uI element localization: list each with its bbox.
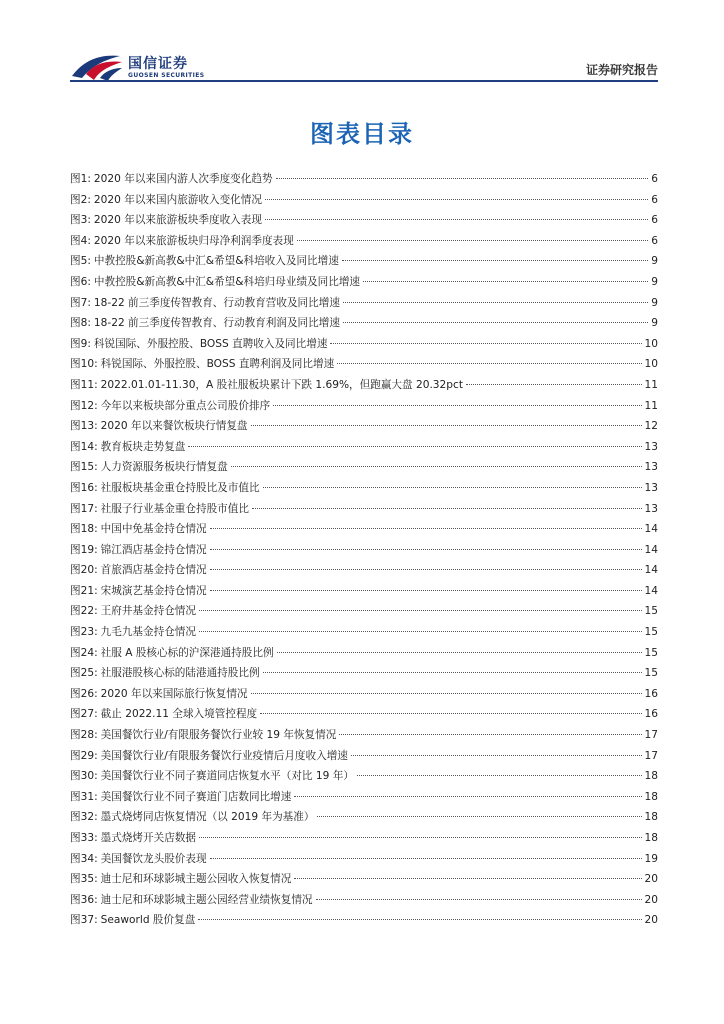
- toc-entry-caption: 迪士尼和环球影城主题公园经营业绩恢复情况: [100, 893, 313, 906]
- toc-entry-label: 图25:: [70, 667, 98, 680]
- toc-entry-caption: 截止 2022.11 全球入境管控程度: [100, 708, 258, 721]
- toc-entry-caption: 人力资源服务板块行情复盘: [100, 461, 228, 474]
- toc-entry-page: 15: [644, 646, 658, 659]
- toc-entry-page: 11: [644, 378, 658, 391]
- toc-entry-label: 图1:: [70, 173, 91, 185]
- toc-entry-caption: 美国餐饮行业/有限服务餐饮行业较 19 年恢复情况: [100, 729, 337, 742]
- toc-entry-label: 图4:: [70, 234, 91, 247]
- toc-entry-page: 16: [644, 708, 658, 721]
- toc-entry[interactable]: [70, 581, 658, 602]
- toc-entry-page: 17: [644, 729, 658, 742]
- toc-entry-label: 图22:: [70, 605, 98, 618]
- toc-entry-page: 18: [644, 790, 658, 803]
- toc-entry-page: 15: [644, 605, 658, 618]
- toc-entry-page: 20: [644, 893, 658, 906]
- toc-dot-leader: [277, 652, 642, 653]
- toc-entry-caption: Seaworld 股价复盘: [100, 914, 196, 927]
- toc-dot-leader: [260, 713, 641, 714]
- toc-entry[interactable]: [70, 169, 658, 190]
- toc-entry-label: 图12:: [70, 399, 98, 412]
- toc-entry[interactable]: [70, 643, 658, 664]
- toc-entry-caption: 宋城演艺基金持仓情况: [100, 584, 207, 597]
- toc-entry-caption: 社服 A 股核心标的沪深港通持股比例: [100, 646, 274, 659]
- toc-dot-leader: [276, 178, 649, 179]
- toc-dot-leader: [263, 487, 642, 488]
- toc-dot-leader: [466, 384, 642, 385]
- toc-entry-page: 15: [644, 626, 658, 639]
- toc-entry-page: 18: [644, 811, 658, 824]
- toc-dot-leader: [210, 858, 642, 859]
- logo-mark-icon: [70, 50, 124, 82]
- toc-dot-leader: [317, 816, 641, 817]
- toc-entry-page: 14: [644, 523, 658, 536]
- toc-entry-caption: 王府井基金持仓情况: [100, 605, 196, 618]
- toc-entry-caption: 中教控股&新高教&中汇&希望&科培归母业绩及同比增速: [93, 275, 361, 288]
- toc-entry[interactable]: [70, 499, 658, 520]
- toc-entry-caption: 教育板块走势复盘: [100, 440, 186, 453]
- toc-entry-caption: 2020 年以来国内旅游收入变化情况: [93, 193, 262, 206]
- toc-entry-caption: 中教控股&新高教&中汇&希望&科培收入及同比增速: [93, 255, 339, 268]
- toc-entry-caption: 九毛九基金持仓情况: [100, 626, 196, 639]
- toc-entry-label: 图31:: [70, 790, 98, 803]
- toc-entry-caption: 2020 年以来旅游板块季度收入表现: [93, 214, 262, 227]
- toc-entry-page: 6: [651, 173, 658, 185]
- toc-entry-caption: 墨式烧烤开关店数据: [100, 832, 196, 844]
- toc-entry-label: 图34:: [70, 852, 98, 865]
- toc-entry[interactable]: [70, 416, 658, 437]
- toc-entry-page: 19: [644, 852, 658, 865]
- toc-entry[interactable]: [70, 746, 658, 767]
- toc-entry[interactable]: [70, 910, 658, 931]
- toc-entry-caption: 社服板块基金重仓持股比及市值比: [100, 481, 260, 494]
- toc-entry-page: 6: [651, 214, 658, 227]
- toc-entry-caption: 2020 年以来国际旅行恢复情况: [100, 687, 248, 700]
- toc-entry-label: 图6:: [70, 275, 91, 288]
- toc-dot-leader: [294, 796, 641, 797]
- toc-entry-label: 图15:: [70, 461, 98, 474]
- toc-entry[interactable]: [70, 849, 658, 870]
- toc-entry-caption: 美国餐饮龙头股价表现: [100, 852, 207, 865]
- toc-entry-label: 图36:: [70, 893, 98, 906]
- toc-entry-page: 6: [651, 234, 658, 247]
- toc-entry[interactable]: [70, 684, 658, 705]
- toc-dot-leader: [294, 878, 641, 879]
- toc-entry-page: 9: [651, 296, 658, 309]
- toc-entry-label: 图32:: [70, 811, 98, 824]
- toc-dot-leader: [199, 837, 642, 838]
- toc-entry-page: 9: [651, 275, 658, 288]
- toc-dot-leader: [357, 775, 642, 776]
- toc-dot-leader: [199, 631, 642, 632]
- toc-entry-label: 图14:: [70, 440, 98, 453]
- toc-dot-leader: [210, 569, 642, 570]
- toc-dot-leader: [188, 446, 641, 447]
- toc-entry-caption: 锦江酒店基金持仓情况: [100, 543, 207, 556]
- toc-dot-leader: [265, 199, 648, 200]
- toc-entry[interactable]: [70, 766, 658, 787]
- toc-entry-caption: 中国中免基金持仓情况: [100, 523, 207, 536]
- toc-dot-leader: [251, 693, 642, 694]
- toc-dot-leader: [343, 322, 648, 323]
- toc-entry-page: 14: [644, 584, 658, 597]
- toc-entry-label: 图10:: [70, 358, 98, 371]
- toc-dot-leader: [252, 508, 642, 509]
- toc-entry-label: 图20:: [70, 564, 98, 577]
- toc-entry[interactable]: [70, 251, 658, 272]
- toc-entry[interactable]: [70, 601, 658, 622]
- toc-entry[interactable]: [70, 663, 658, 684]
- toc-entry-label: 图24:: [70, 646, 98, 659]
- toc-entry[interactable]: [70, 540, 658, 561]
- toc-entry-label: 图18:: [70, 523, 98, 536]
- toc-entry-page: 16: [644, 687, 658, 700]
- toc-entry-caption: 2020 年以来国内游人次季度变化趋势: [93, 173, 273, 185]
- toc-entry-caption: 美国餐饮行业不同子赛道同店恢复水平（对比 19 年）: [100, 770, 354, 783]
- page-header: [0, 0, 724, 90]
- toc-entry[interactable]: [70, 293, 658, 314]
- toc-entry-label: 图37:: [70, 914, 98, 927]
- toc-dot-leader: [231, 466, 642, 467]
- toc-entry[interactable]: [70, 828, 658, 849]
- toc-entry-label: 图26:: [70, 687, 98, 700]
- toc-entry-caption: 首旅酒店基金持仓情况: [100, 564, 207, 577]
- toc-dot-leader: [297, 240, 649, 241]
- page-title: 图表目录: [310, 120, 414, 148]
- toc-dot-leader: [363, 281, 648, 282]
- toc-entry-label: 图5:: [70, 255, 91, 268]
- toc-dot-leader: [343, 302, 648, 303]
- toc-entry-page: 13: [644, 502, 658, 515]
- toc-entry-page: 10: [644, 358, 658, 371]
- toc-entry-label: 图7:: [70, 296, 91, 309]
- toc-entry-caption: 今年以来板块部分重点公司股价排序: [100, 399, 271, 412]
- toc-entry-label: 图33:: [70, 832, 98, 844]
- toc-entry[interactable]: [70, 704, 658, 725]
- toc-entry-label: 图8:: [70, 317, 91, 330]
- toc-entry-label: 图30:: [70, 770, 98, 783]
- toc-entry-page: 18: [644, 832, 658, 844]
- toc-entry-page: 14: [644, 543, 658, 556]
- toc-entry-page: 11: [644, 399, 658, 412]
- toc-entry-caption: 2020 年以来旅游板块归母净利润季度表现: [93, 234, 294, 247]
- toc-entry[interactable]: [70, 787, 658, 808]
- toc-entry[interactable]: [70, 869, 658, 890]
- toc-entry-label: 图3:: [70, 214, 91, 227]
- toc-entry-caption: 18-22 前三季度传智教育、行动教育利润及同比增速: [93, 317, 340, 330]
- toc-entry-caption: 社服子行业基金重仓持股市值比: [100, 502, 249, 515]
- toc-dot-leader: [316, 899, 642, 900]
- toc-entry-page: 10: [644, 337, 658, 350]
- toc-dot-leader: [330, 343, 641, 344]
- toc-entry-caption: 科锐国际、外服控股、BOSS 直聘利润及同比增速: [100, 358, 335, 371]
- toc-entry-page: 9: [651, 317, 658, 330]
- toc-entry[interactable]: [70, 313, 658, 334]
- toc-entry[interactable]: [70, 890, 658, 911]
- toc-entry[interactable]: [70, 190, 658, 211]
- toc-entry-caption: 18-22 前三季度传智教育、行动教育营收及同比增速: [93, 296, 340, 309]
- logo-name-cn: 国信证券: [128, 56, 188, 72]
- toc-entry-page: 20: [644, 873, 658, 886]
- toc-dot-leader: [337, 363, 641, 364]
- company-logo: [70, 50, 230, 82]
- toc-entry-page: 13: [644, 481, 658, 494]
- logo-name-en: GUOSEN SECURITIES: [128, 72, 205, 79]
- toc-entry-label: 图16:: [70, 481, 98, 494]
- toc-entry-label: 图28:: [70, 729, 98, 742]
- toc-entry[interactable]: [70, 334, 658, 355]
- toc-entry-label: 图19:: [70, 543, 98, 556]
- toc-entry-page: 13: [644, 440, 658, 453]
- toc-dot-leader: [342, 260, 648, 261]
- toc-entry[interactable]: [70, 622, 658, 643]
- toc-entry[interactable]: [70, 375, 658, 396]
- toc-entry[interactable]: [70, 457, 658, 478]
- toc-entry-label: 图23:: [70, 626, 98, 639]
- toc-entry[interactable]: [70, 210, 658, 231]
- toc-entry[interactable]: [70, 725, 658, 746]
- toc-entry-caption: 2020 年以来餐饮板块行情复盘: [100, 420, 248, 433]
- toc-entry[interactable]: [70, 519, 658, 540]
- toc-dot-leader: [351, 755, 642, 756]
- toc-dot-leader: [199, 610, 642, 611]
- toc-entry-label: 图21:: [70, 584, 98, 597]
- toc-entry-label: 图11:: [70, 378, 98, 391]
- toc-entry[interactable]: [70, 437, 658, 458]
- toc-dot-leader: [198, 919, 641, 920]
- toc-entry-page: 17: [644, 749, 658, 762]
- toc-entry[interactable]: [70, 396, 658, 417]
- toc-entry-caption: 墨式烧烤同店恢复情况（以 2019 年为基准）: [100, 811, 315, 824]
- toc-entry-caption: 社服港股核心标的陆港通持股比例: [100, 667, 260, 680]
- figure-toc-list: [70, 169, 658, 931]
- toc-entry-page: 6: [651, 193, 658, 206]
- toc-entry[interactable]: [70, 231, 658, 252]
- toc-entry-label: 图9:: [70, 337, 91, 350]
- toc-dot-leader: [210, 549, 642, 550]
- toc-entry-caption: 迪士尼和环球影城主题公园收入恢复情况: [100, 873, 292, 886]
- toc-entry-page: 18: [644, 770, 658, 783]
- toc-entry[interactable]: [70, 560, 658, 581]
- toc-entry-label: 图2:: [70, 193, 91, 206]
- toc-entry-label: 图17:: [70, 502, 98, 515]
- toc-entry-page: 20: [644, 914, 658, 927]
- toc-dot-leader: [265, 219, 648, 220]
- toc-entry[interactable]: [70, 272, 658, 293]
- toc-dot-leader: [251, 425, 642, 426]
- toc-entry-caption: 美国餐饮行业/有限服务餐饮行业疫情后月度收入增速: [100, 749, 348, 762]
- toc-dot-leader: [210, 528, 642, 529]
- toc-entry-page: 9: [651, 255, 658, 268]
- report-type-label: 证券研究报告: [585, 63, 658, 77]
- toc-entry-page: 14: [644, 564, 658, 577]
- toc-dot-leader: [273, 405, 641, 406]
- toc-entry-label: 图13:: [70, 420, 98, 433]
- toc-entry-caption: 2022.01.01-11.30，A 股社服板块累计下跌 1.69%，但跑赢大盘 20.32pct: [100, 378, 463, 391]
- toc-dot-leader: [263, 672, 642, 673]
- toc-entry[interactable]: [70, 354, 658, 375]
- toc-dot-leader: [210, 590, 642, 591]
- toc-dot-leader: [339, 734, 641, 735]
- toc-entry-caption: 科锐国际、外服控股、BOSS 直聘收入及同比增速: [93, 337, 328, 350]
- toc-entry-label: 图35:: [70, 873, 98, 886]
- toc-entry[interactable]: [70, 478, 658, 499]
- header-divider: [70, 80, 658, 82]
- toc-entry-page: 15: [644, 667, 658, 680]
- toc-entry-label: 图29:: [70, 749, 98, 762]
- toc-entry-page: 12: [644, 420, 658, 433]
- toc-entry[interactable]: [70, 807, 658, 828]
- toc-entry-caption: 美国餐饮行业不同子赛道门店数同比增速: [100, 790, 292, 803]
- toc-entry-label: 图27:: [70, 708, 98, 721]
- toc-entry-page: 13: [644, 461, 658, 474]
